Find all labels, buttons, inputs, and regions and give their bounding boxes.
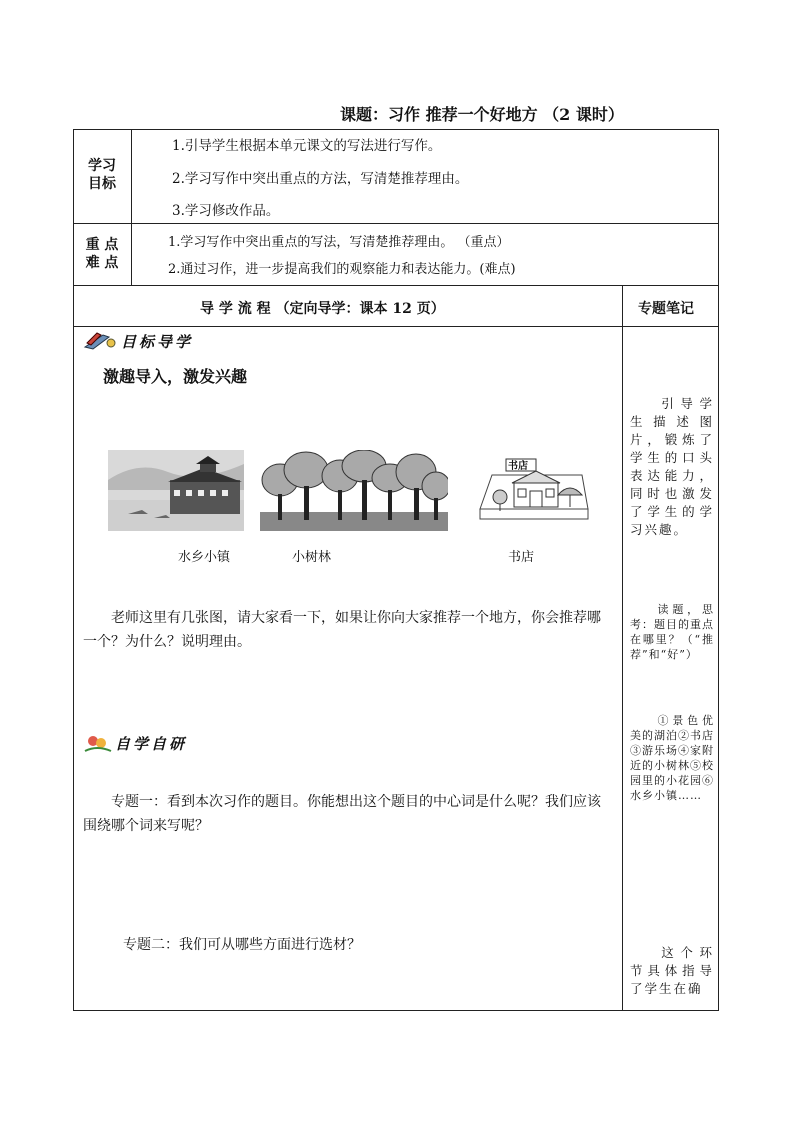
- banner-goal: [83, 331, 243, 353]
- section-heading: 激趣导入，激发兴趣: [103, 367, 248, 386]
- intro-paragraph: 老师这里有几张图，请大家看一下，如果让你向大家推荐一个地方，你会推荐哪一个？为什么？说明理由。: [83, 610, 601, 650]
- note-4: 这个环节具体指导了学生在确: [630, 945, 714, 996]
- column-divider: [622, 285, 623, 1011]
- objective-item: 3.学习修改作品。: [172, 203, 280, 219]
- flow-header: 导 学 流 程 （定向导学：课本 12 页）: [200, 301, 445, 317]
- water-town-image: [108, 450, 244, 531]
- focus-item: 1.学习写作中突出重点的写法，写清楚推荐理由。 （重点）: [168, 235, 510, 250]
- focus-label-line2: 难 点: [85, 255, 119, 271]
- topic-one: 专题一：看到本次习作的题目。你能想出这个题目的中心词是什么呢？我们应该围绕哪个词来写呢？: [83, 794, 601, 834]
- banner-goal-text: 目标导学: [121, 333, 194, 351]
- column-divider: [131, 129, 132, 285]
- focus-label: [73, 236, 131, 272]
- banner-self-study-text: 自学自研: [115, 735, 188, 753]
- objectives-label-line1: 学习: [88, 158, 116, 174]
- note-2: 读题，思考：题目的重点在哪里？（“推荐”和“好”）: [630, 603, 714, 661]
- grove-image: [260, 450, 448, 531]
- bookstore-image: [478, 455, 590, 525]
- focus-label-line1: 重 点: [85, 237, 119, 253]
- objectives-label: [73, 157, 131, 193]
- bookstore-sign-text: 书店: [508, 461, 528, 472]
- flower-icon: [83, 733, 113, 753]
- page-title: 课题：习作 推荐一个好地方 （2 课时）: [340, 105, 624, 124]
- objectives-label-line2: 目标: [88, 176, 116, 192]
- note-3: ①景色优美的湖泊②书店③游乐场④家附近的小树林⑤校园里的小花园⑥水乡小镇……: [630, 714, 714, 802]
- objective-item: 1.引导学生根据本单元课文的写法进行写作。: [172, 138, 442, 154]
- pen-icon: [83, 331, 119, 351]
- banner-self-study: [83, 733, 253, 755]
- image-caption: 水乡小镇: [178, 550, 231, 565]
- objective-item: 2.学习写作中突出重点的方法，写清楚推荐理由。: [172, 171, 469, 187]
- focus-item: 2.通过习作，进一步提高我们的观察能力和表达能力。(难点): [168, 262, 516, 277]
- notes-header: 专题笔记: [638, 301, 694, 317]
- note-1: 引导学生描述图片，锻炼了学生的口头表达能力，同时也激发了学生的学习兴趣。: [630, 396, 714, 537]
- topic-two: 专题二：我们可从哪些方面进行选材？: [123, 937, 361, 953]
- row-divider: [73, 223, 719, 224]
- image-caption: 书店: [508, 550, 535, 565]
- image-caption: 小树林: [292, 550, 332, 565]
